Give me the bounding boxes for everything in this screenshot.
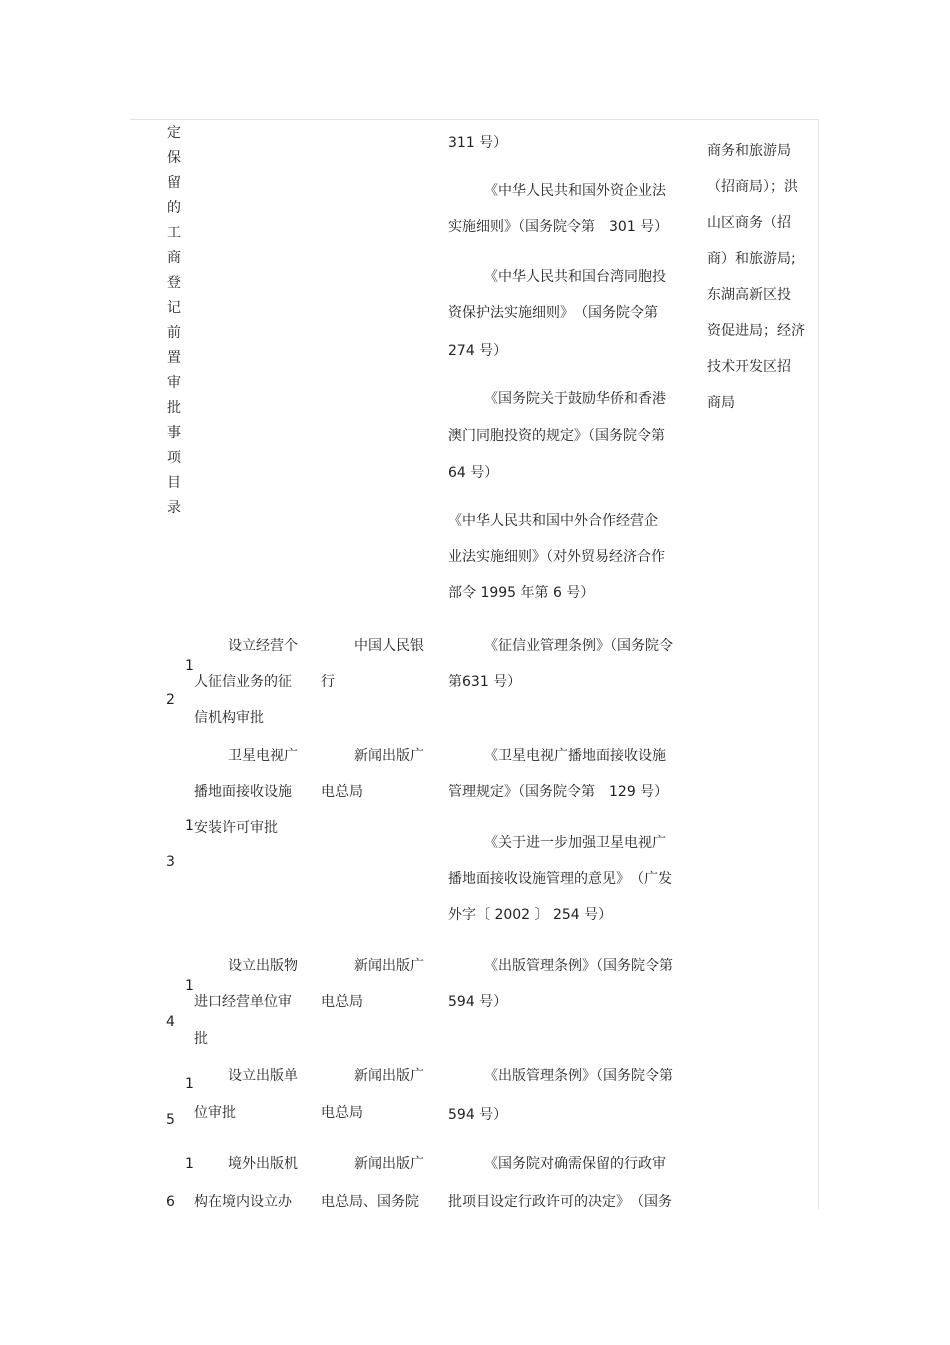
agency-line: 商务和旅游局 <box>707 143 791 159</box>
dept-name: 新闻出版广 <box>354 1156 424 1172</box>
item-name: 境外出版机 <box>228 1156 298 1172</box>
agency-line: 商）和旅游局; <box>707 251 796 267</box>
item-name: 信机构审批 <box>194 710 264 726</box>
basis-line: 《出版管理条例》（国务院令第 <box>484 1068 673 1084</box>
title-char: 工 <box>167 225 181 241</box>
agency-line: （招商局）；洪 <box>707 179 798 195</box>
title-char: 录 <box>167 500 181 516</box>
basis-line: 64 号） <box>448 465 499 481</box>
title-char: 留 <box>167 175 181 191</box>
basis-line: 外字〔 2002 〕 254 号） <box>448 907 613 923</box>
implementing-agency <box>707 133 805 421</box>
basis-line: 《出版管理条例》（国务院令第 <box>484 958 673 974</box>
agency-line: 商局 <box>707 395 735 411</box>
agency-line: 山区商务（招 <box>707 215 791 231</box>
row-number: 5 <box>166 1112 175 1128</box>
row-number: 1 <box>185 658 194 674</box>
dept-name: 新闻出版广 <box>354 958 424 974</box>
row-number: 1 <box>185 818 194 834</box>
row-number: 1 <box>185 978 194 994</box>
agency-line: 资促进局；经济 <box>707 323 805 339</box>
item-name: 位审批 <box>194 1105 236 1121</box>
agency-line: 技术开发区招 <box>707 359 791 375</box>
row-number: 3 <box>166 854 175 870</box>
item-name: 批 <box>194 1031 208 1047</box>
row-number: 6 <box>166 1194 175 1210</box>
title-char: 目 <box>167 475 181 491</box>
basis-line: 第631 号） <box>448 674 522 690</box>
item-name: 进口经营单位审 <box>194 994 292 1010</box>
title-char: 的 <box>167 200 181 216</box>
vertical-title <box>164 121 184 521</box>
basis-line: 《国务院对确需保留的行政审 <box>484 1156 666 1172</box>
dept-name: 电总局 <box>321 784 363 800</box>
dept-name: 中国人民银 <box>354 638 424 654</box>
title-char: 登 <box>167 275 181 291</box>
dept-name: 新闻出版广 <box>354 748 424 764</box>
title-char: 置 <box>167 350 181 366</box>
basis-line: 批项目设定行政许可的决定》 （国务 <box>448 1194 672 1210</box>
row-number: 4 <box>166 1014 175 1030</box>
title-char: 前 <box>167 325 181 341</box>
dept-name: 电总局 <box>321 994 363 1010</box>
dept-name: 新闻出版广 <box>354 1068 424 1084</box>
basis-line: 《关于进一步加强卫星电视广 <box>484 835 666 851</box>
table-right-border <box>818 119 819 1209</box>
basis-line: 部令 1995 年第 6 号） <box>448 585 595 601</box>
basis-line: 业法实施细则》（对外贸易经济合作 <box>448 549 665 565</box>
item-name: 人征信业务的征 <box>194 674 292 690</box>
title-char: 审 <box>167 375 181 391</box>
basis-line: 311 号） <box>448 135 508 151</box>
item-name: 设立经营个 <box>228 638 298 654</box>
basis-line: 《中华人民共和国中外合作经营企 <box>448 513 658 529</box>
basis-line: 资保护法实施细则》 （国务院令第 <box>448 305 658 321</box>
basis-line: 《征信业管理条例》（国务院令 <box>484 638 673 654</box>
basis-line: 《中华人民共和国外资企业法 <box>484 183 666 199</box>
row-number: 1 <box>185 1076 194 1092</box>
basis-line: 594 号） <box>448 994 508 1010</box>
item-name: 卫星电视广 <box>228 748 298 764</box>
table-top-border <box>130 119 818 120</box>
basis-line: 《卫星电视广播地面接收设施 <box>484 748 666 764</box>
basis-line: 《中华人民共和国台湾同胞投 <box>484 269 666 285</box>
dept-name: 行 <box>321 674 335 690</box>
basis-line: 实施细则》（国务院令第 301 号） <box>448 219 669 235</box>
title-char: 保 <box>167 150 181 166</box>
row-number: 2 <box>166 692 175 708</box>
basis-line: 《国务院关于鼓励华侨和香港 <box>484 391 666 407</box>
title-char: 批 <box>167 400 181 416</box>
item-name: 设立出版单 <box>228 1068 298 1084</box>
title-char: 项 <box>167 450 181 466</box>
item-name: 设立出版物 <box>228 958 298 974</box>
title-char: 记 <box>167 300 181 316</box>
title-char: 定 <box>167 125 181 141</box>
item-name: 播地面接收设施 <box>194 784 292 800</box>
basis-line: 594 号） <box>448 1107 508 1123</box>
title-char: 事 <box>167 425 181 441</box>
item-name: 构在境内设立办 <box>194 1194 292 1210</box>
dept-name: 电总局 <box>321 1105 363 1121</box>
row-number: 1 <box>185 1156 194 1172</box>
basis-line: 管理规定》（国务院令第 129 号） <box>448 784 669 800</box>
item-name: 安装许可审批 <box>194 820 278 836</box>
basis-line: 播地面接收设施管理的意见》 （广发 <box>448 871 672 887</box>
dept-name: 电总局、国务院 <box>321 1194 419 1210</box>
title-char: 商 <box>167 250 181 266</box>
agency-line: 东湖高新区投 <box>707 287 791 303</box>
basis-line: 274 号） <box>448 343 508 359</box>
basis-line: 澳门同胞投资的规定》（国务院令第 <box>448 428 665 444</box>
